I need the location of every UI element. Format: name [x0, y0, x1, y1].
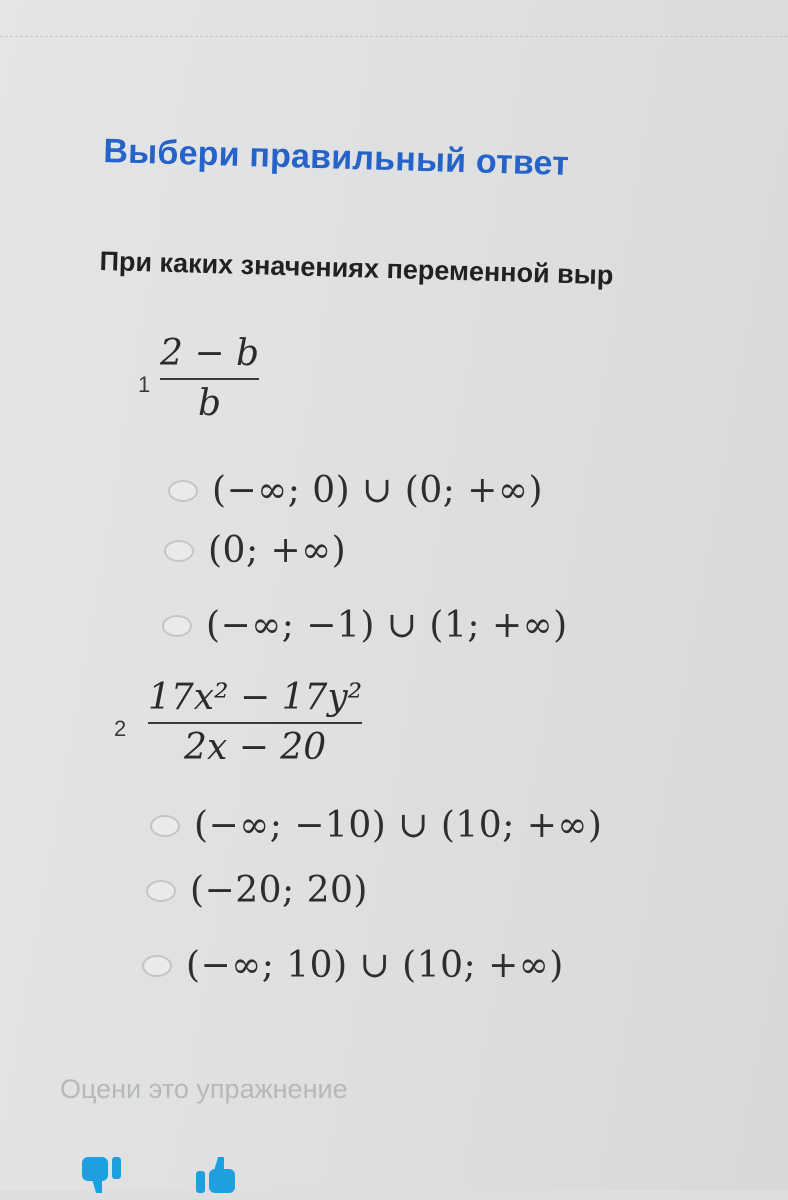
answer-option[interactable] — [146, 870, 368, 911]
dislike-button[interactable] — [74, 1150, 130, 1200]
item-number: 2 — [114, 716, 127, 741]
radio-button[interactable] — [142, 955, 172, 977]
rate-exercise-label: Оцени это упражнение — [60, 1074, 348, 1104]
answer-option[interactable] — [162, 605, 568, 646]
radio-button[interactable] — [168, 480, 198, 502]
fraction-numerator: 2 − b — [160, 333, 259, 374]
fraction-denominator: 2x − 20 — [184, 727, 327, 768]
page-title: Выбери правильный ответ — [102, 132, 570, 183]
answer-option[interactable] — [164, 530, 346, 571]
fraction-denominator: b — [197, 383, 222, 424]
option-label: (−∞; 10) ∪ (10; +∞) — [186, 945, 564, 986]
radio-button[interactable] — [150, 815, 180, 837]
option-label: (−∞; −1) ∪ (1; +∞) — [206, 605, 568, 646]
fraction-expression — [160, 333, 259, 424]
top-divider — [0, 36, 788, 37]
question-text: При каких значениях переменной выр — [99, 246, 614, 291]
option-label: (0; +∞) — [208, 530, 347, 571]
thumbs-down-icon — [78, 1155, 126, 1195]
option-label: (−∞; −10) ∪ (10; +∞) — [194, 805, 603, 846]
answer-option[interactable] — [168, 470, 543, 511]
answer-option[interactable] — [142, 945, 564, 986]
item-number: 1 — [138, 372, 151, 397]
answer-option[interactable] — [150, 805, 602, 846]
option-label: (−∞; 0) ∪ (0; +∞) — [212, 470, 543, 511]
radio-button[interactable] — [162, 615, 192, 637]
radio-button[interactable] — [146, 880, 176, 902]
fraction-bar — [160, 378, 259, 380]
like-button[interactable] — [188, 1150, 244, 1200]
fraction-expression — [148, 677, 363, 768]
fraction-numerator: 17x² − 17y² — [148, 677, 363, 718]
option-label: (−20; 20) — [190, 870, 368, 911]
radio-button[interactable] — [164, 540, 194, 562]
thumbs-up-icon — [192, 1155, 240, 1195]
fraction-bar — [148, 722, 362, 724]
